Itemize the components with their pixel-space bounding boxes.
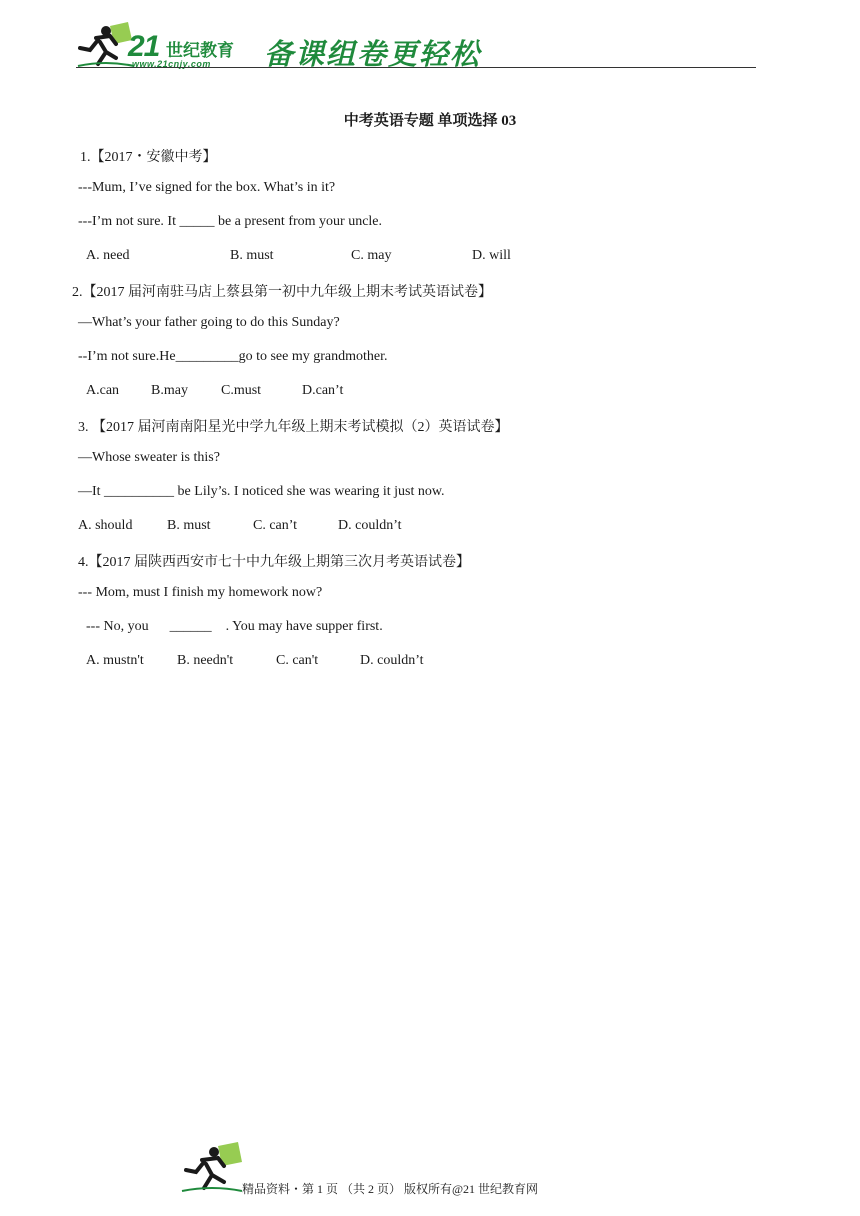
question-2-line-2: --I’m not sure.He_________go to see my grandmother. (78, 349, 388, 364)
brand-number: 21 (128, 30, 160, 63)
runner-logo-icon (76, 22, 136, 70)
question-4-option-b: B. needn't (177, 653, 234, 668)
question-4-option-c: C. can't (276, 653, 319, 668)
question-1-line-1: ---Mum, I’ve signed for the box. What’s in it? (78, 180, 336, 195)
brand-name: 世纪教育 (166, 41, 234, 61)
question-1-option-d: D. will (472, 248, 511, 263)
question-3-option-c: C. can’t (253, 518, 298, 533)
question-3-line-2: —It __________ be Lily’s. I noticed she was wearing it just now. (78, 484, 445, 499)
question-4-option-d: D. couldn’t (360, 653, 424, 668)
brand-url: www.21cnjy.com (132, 59, 211, 69)
document-title: 中考英语专题 单项选择 03 (343, 113, 517, 129)
question-1-option-a: A. need (86, 248, 130, 263)
page-header (76, 22, 756, 72)
question-4-line-1: --- Mom, must I finish my homework now? (78, 585, 323, 600)
question-4-line-2: --- No, you ______ . You may have supper first. (86, 619, 383, 634)
question-3-option-d: D. couldn’t (338, 518, 402, 533)
question-1-options (0, 248, 860, 268)
question-2-option-a: A.can (86, 383, 120, 398)
question-2-option-d: D.can’t (302, 383, 344, 398)
question-3-heading: 3. 【2017 届河南南阳星光中学九年级上期末考试模拟（2）英语试卷】 (78, 420, 509, 435)
question-1-heading: 1.【2017・安徽中考】 (80, 150, 217, 165)
question-1-line-2: ---I’m not sure. It _____ be a present from your uncle. (78, 214, 383, 229)
question-3-line-1: —Whose sweater is this? (78, 450, 220, 465)
header-slogan: 备课组卷更轻松 (264, 37, 482, 71)
question-2-option-c: C.must (221, 383, 262, 398)
question-3-option-b: B. must (167, 518, 211, 533)
question-3-option-a: A. should (78, 518, 133, 533)
question-1-option-c: C. may (351, 248, 392, 263)
question-2-heading: 2.【2017 届河南驻马店上蔡县第一初中九年级上期末考试英语试卷】 (72, 285, 492, 300)
footer-runner-logo-icon (180, 1142, 244, 1194)
question-1-option-b: B. must (230, 248, 274, 263)
footer-text: 精品资料・第 1 页 （共 2 页） 版权所有@21 世纪教育网 (242, 1182, 539, 1196)
question-4-option-a: A. mustn't (86, 653, 144, 668)
question-4-heading: 4.【2017 届陕西西安市七十中九年级上期第三次月考英语试卷】 (78, 555, 470, 570)
question-2-option-b: B.may (151, 383, 188, 398)
question-2-options (0, 383, 860, 403)
question-2-line-1: —What’s your father going to do this Sunday? (78, 315, 340, 330)
question-4-options (0, 653, 860, 673)
question-3-options (0, 518, 860, 538)
header-divider (76, 67, 756, 68)
